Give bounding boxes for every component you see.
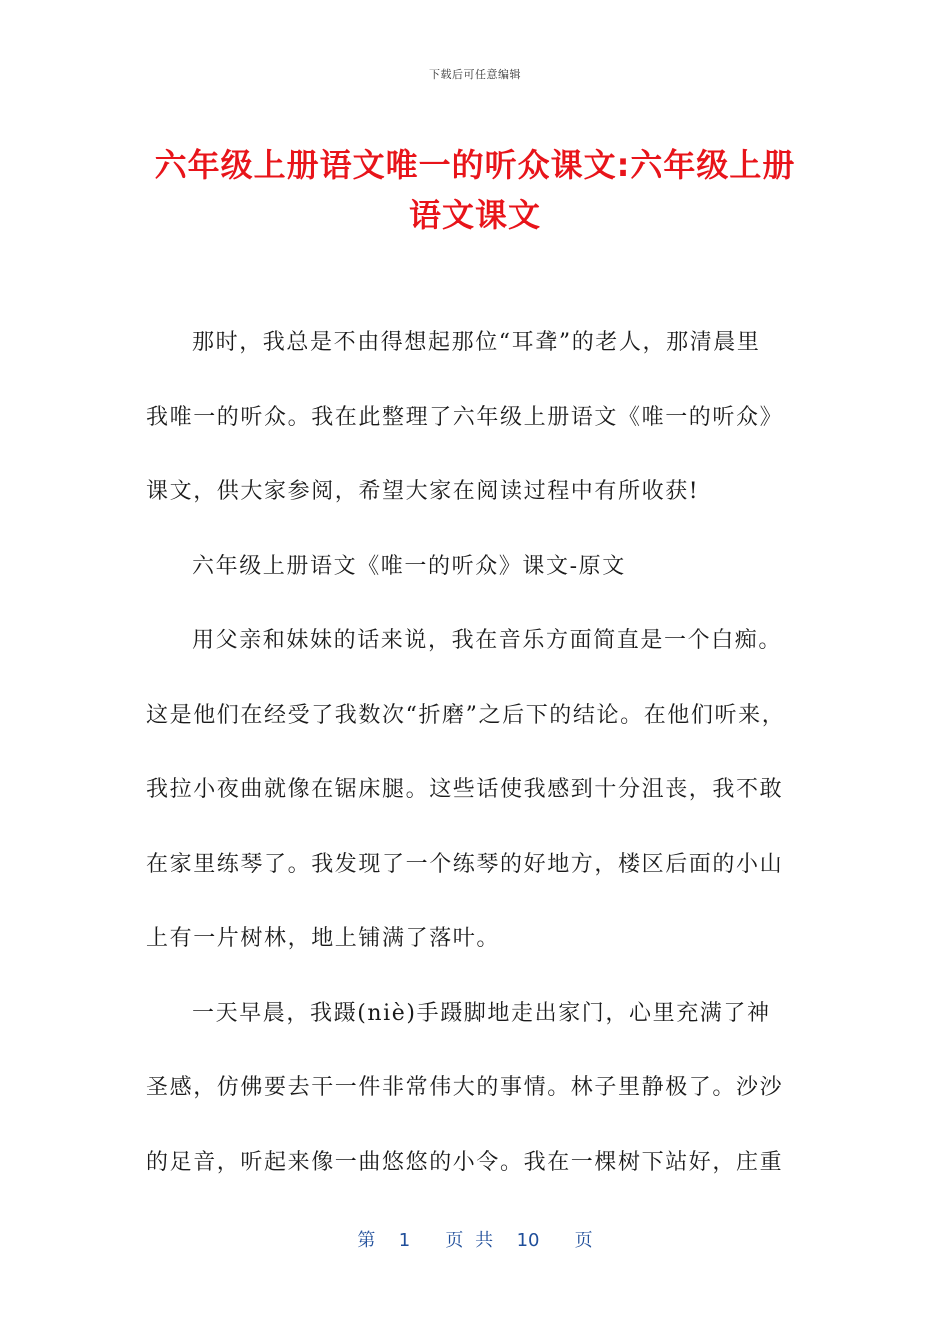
text-line: 圣感，仿佛要去干一件非常伟大的事情。林子里静极了。沙沙	[146, 1075, 784, 1100]
text-line: 六年级上册语文《唯一的听众》课文-原文	[192, 553, 626, 579]
text-line: 那时，我总是不由得想起那位“耳聋”的老人，那清晨里	[192, 330, 761, 355]
text-line: 这是他们在经受了我数次“折磨”之后下的结论。在他们听来，	[146, 702, 786, 728]
text-line: 的足音，听起来像一曲悠悠的小令。我在一棵树下站好，庄重	[146, 1149, 784, 1175]
document-body	[146, 322, 806, 1216]
text-line: 上有一片树林，地上铺满了落叶。	[146, 926, 501, 951]
text-line: 用父亲和妹妹的话来说，我在音乐方面简直是一个白痴。	[192, 628, 783, 653]
title-line-2: 语文课文	[408, 196, 541, 234]
text-line: 课文，供大家参阅，希望大家在阅读过程中有所收获!	[146, 479, 700, 504]
page-number-footer: 第 1 页 共 10 页	[357, 1230, 593, 1251]
text-line: 我唯一的听众。我在此整理了六年级上册语文《唯一的听众》	[146, 404, 784, 430]
text-line: 在家里练琴了。我发现了一个练琴的好地方，楼区后面的小山	[146, 851, 784, 877]
document-title	[120, 140, 830, 240]
text-line: 我拉小夜曲就像在锯床腿。这些话使我感到十分沮丧，我不敢	[146, 777, 784, 802]
header-note: 下载后可任意编辑	[429, 68, 521, 81]
title-line-1: 六年级上册语文唯一的听众课文:六年级上册	[154, 146, 796, 184]
text-line: 一天早晨，我蹑(niè)手蹑脚地走出家门，心里充满了神	[192, 1000, 771, 1026]
